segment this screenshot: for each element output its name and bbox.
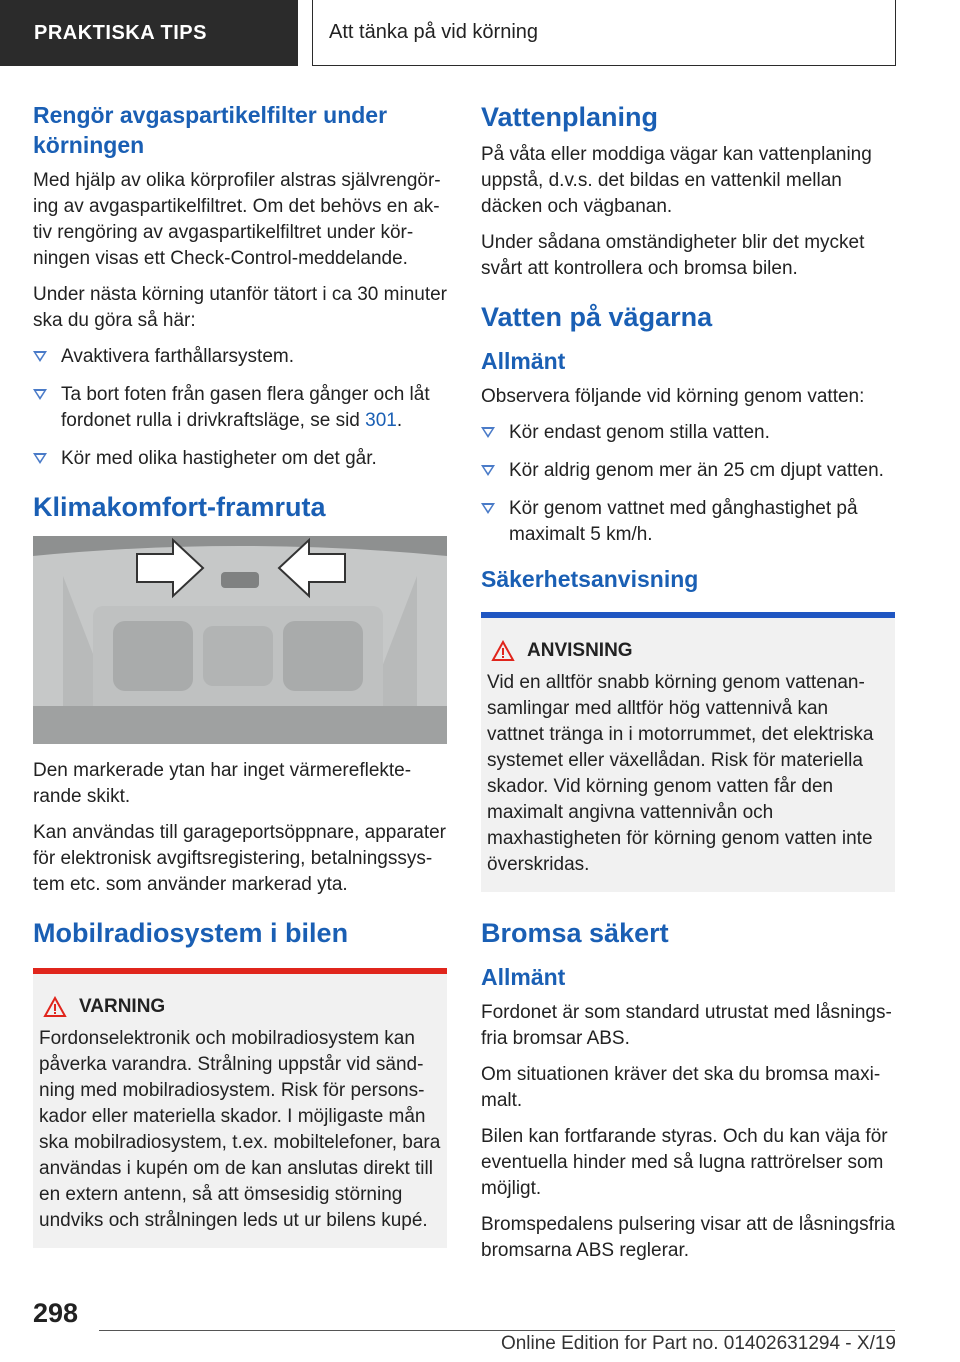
left-column (33, 100, 447, 1258)
header-chapter (312, 0, 896, 66)
paragraph: Bromspedalens pulsering visar att de låsningsfria bromsarna ABS reglerar. (481, 1214, 895, 1261)
warning-box (33, 968, 447, 1248)
footer-edition: Online Edition for Part no. 01402631294 - X/19 (500, 1333, 896, 1354)
list-item: Avaktivera farthållarsystem. (33, 344, 447, 370)
warning-triangle-icon (491, 640, 515, 662)
triangle-bullet-icon (33, 389, 47, 400)
heading-sakerhet: Säkerhetsanvisning (481, 566, 699, 592)
dpf-steps-list (33, 344, 447, 472)
heading-vattenplaning: Vattenplaning (481, 102, 659, 132)
windshield-illustration (33, 536, 447, 744)
page-number: 298 (33, 1298, 79, 1328)
footer-divider (99, 1330, 895, 1331)
paragraph: Under nästa körning utanför tätort i ca 30 minuter ska du göra så här: (33, 284, 448, 331)
right-column (481, 100, 895, 1274)
header-section (0, 0, 298, 66)
paragraph: Fordonet är som standard utrustat med låsningsfria bromsar ABS. (481, 1002, 892, 1049)
warning-triangle-icon (43, 996, 67, 1018)
paragraph: Under sådana omständigheter blir det mycket svårt att kontrollera och bromsa bilen. (481, 232, 865, 279)
warning-title: VARNING (43, 996, 441, 1018)
heading-dpf: Rengör avgaspartikelfilter under körningen (33, 102, 388, 158)
paragraph: På våta eller moddiga vägar kan vattenplaning uppstå, d.v.s. det bildas en vattenkil mellan däcken och vägbanan. (481, 144, 872, 217)
triangle-bullet-icon (481, 465, 495, 476)
triangle-bullet-icon (33, 453, 47, 464)
paragraph: Den markerade ytan har inget värmereflekterande skikt. (33, 760, 412, 807)
triangle-bullet-icon (33, 351, 47, 362)
header-chapter-label: Att tänka på vid körning (329, 21, 539, 43)
heading-mobil: Mobilradiosystem i bilen (33, 918, 349, 948)
heading-allmant: Allmänt (481, 964, 566, 990)
list-item: Kör endast genom stilla vatten. (481, 420, 895, 446)
notice-text: Vid en alltför snabb körning genom vattenansamlingar med alltför hög vattennivå kan vattnet tränga in i motorrummet, det elektriska systemet eller växellådan. Risk för materiella skador. Vid körning genom vatten får den maximalt angivna vattennivån och maxhastigheten för körning genom vatten inte överskridas. (487, 672, 874, 875)
paragraph: Observera följande vid körning genom vatten: (481, 386, 865, 407)
header-section-label: PRAKTISKA TIPS (34, 21, 207, 44)
warning-text: Fordonselektronik och mobilradiosystem kan påverka varandra. Strålning uppstår vid sändning med mobilradiosystem. Risk för personskador eller materiella skador. I möjligaste mån ska mobilradiosystem, t.ex. mobiltelefoner, bara användas i kupén om de kan anslutas direkt till en extern antenn, så att ömsesidig störning undviks och strålningen leds ut ur bilens kupé. (39, 1028, 441, 1231)
page-reference-link[interactable]: 301 (365, 410, 397, 431)
list-item: Ta bort foten från gasen flera gånger och låt fordonet rulla i drivkraftsläge, se sid 301. (33, 382, 447, 434)
triangle-bullet-icon (481, 427, 495, 438)
list-item: Kör aldrig genom mer än 25 cm djupt vatten. (481, 458, 895, 484)
heading-bromsa: Bromsa säkert (481, 918, 669, 948)
paragraph: Med hjälp av olika körprofiler alstras självrengöring av avgaspartikelfiltret. Om det behövs en aktiv rengöring av avgaspartikelfiltret under körningen visas ett Check-Control-meddelande. (33, 170, 441, 269)
paragraph: Kan användas till garageportsöppnare, apparater för elektronisk avgiftsregistering, betalningssystem etc. som använder markerad yta. (33, 822, 447, 895)
heading-klimat: Klimakomfort-framruta (33, 492, 326, 522)
triangle-bullet-icon (481, 503, 495, 514)
notice-box (481, 612, 895, 892)
heading-allmant: Allmänt (481, 348, 566, 374)
notice-title: ANVISNING (491, 640, 889, 662)
list-item: Kör med olika hastigheter om det går. (33, 446, 447, 472)
list-item: Kör genom vattnet med gånghastighet på maximalt 5 km/h. (481, 496, 895, 548)
water-rules-list (481, 420, 895, 548)
paragraph: Om situationen kräver det ska du bromsa maximalt. (481, 1064, 881, 1111)
heading-vatten: Vatten på vägarna (481, 302, 713, 332)
paragraph: Bilen kan fortfarande styras. Och du kan väja för eventuella hinder med så lugna rattrörelser som möjligt. (481, 1126, 888, 1199)
